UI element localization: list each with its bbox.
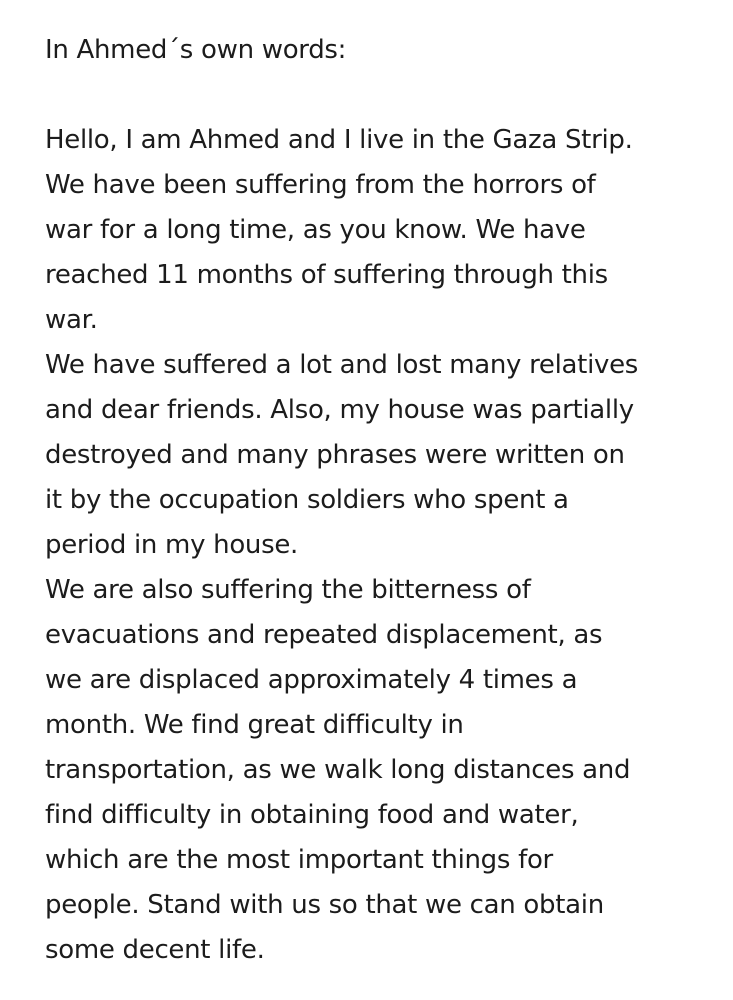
paragraph-losses — [45, 343, 725, 568]
text-line: We are also suffering the bitterness of — [45, 575, 531, 605]
text-line: and dear friends. Also, my house was partially — [45, 395, 634, 425]
text-line: it by the occupation soldiers who spent a — [45, 485, 569, 515]
document-heading: In Ahmed´s own words: — [45, 35, 347, 65]
text-line: war. — [45, 305, 98, 335]
text-line: war for a long time, as you know. We have — [45, 215, 586, 245]
text-line: we are displaced approximately 4 times a — [45, 665, 578, 695]
text-line: destroyed and many phrases were written on — [45, 440, 625, 470]
text-line: some decent life. — [45, 935, 265, 965]
spacer — [45, 73, 725, 118]
text-line: We have been suffering from the horrors of — [45, 170, 596, 200]
text-line: evacuations and repeated displacement, as — [45, 620, 603, 650]
text-line: We have suffered a lot and lost many relatives — [45, 350, 639, 380]
text-line: find difficulty in obtaining food and water, — [45, 800, 579, 830]
text-line: which are the most important things for — [45, 845, 553, 875]
text-line: period in my house. — [45, 530, 299, 560]
document-body — [45, 28, 725, 973]
text-line: transportation, as we walk long distances and — [45, 755, 631, 785]
text-line: people. Stand with us so that we can obtain — [45, 890, 604, 920]
text-line: Hello, I am Ahmed and I live in the Gaza Strip. — [45, 125, 633, 155]
text-line: month. We find great difficulty in — [45, 710, 464, 740]
paragraph-displacement — [45, 568, 725, 973]
paragraph-intro — [45, 118, 725, 343]
text-line: reached 11 months of suffering through this — [45, 260, 608, 290]
